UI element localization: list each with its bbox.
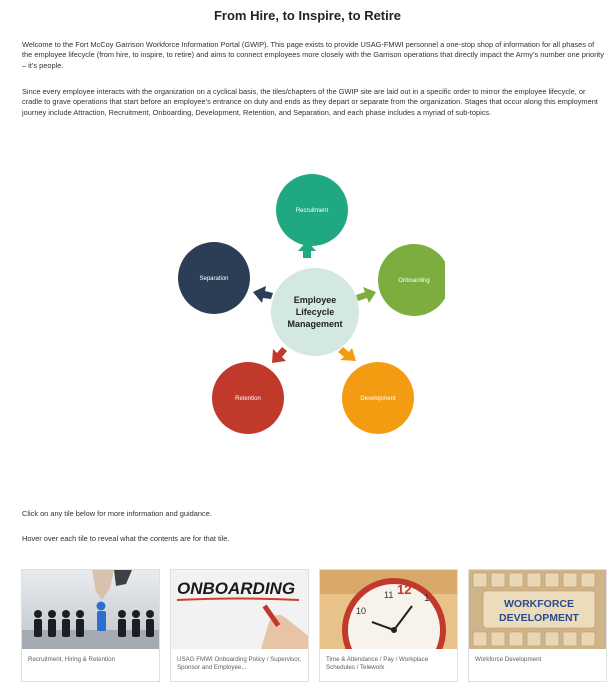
stage-development-label: Development [360, 396, 396, 402]
clock-number-10: 10 [356, 606, 367, 616]
arrow-down-left-icon [272, 347, 287, 363]
arrow-right-icon [356, 287, 376, 303]
stage-retention-label: Retention [235, 396, 261, 402]
stage-onboarding-label: Onboarding [398, 278, 430, 284]
clock-icon [320, 570, 457, 649]
center-circle [271, 268, 359, 356]
center-label-line-3: Management [287, 319, 343, 329]
intro-paragraph-2: Since every employee interacts with the organization on a cyclical basis, the tiles/chapters of the GWIP site are laid out in a specific order to mirror the employee lifecycle, or cradle to grave operations that start before an employee’s entrance on duty and ends as they depart or separate from the organization. Stages that occur along this employment journey include Attraction, Recruitment, Onboarding, Development, Retention, and Separation, and each phase includes a myriad of sub-topics. [22, 87, 598, 117]
stage-onboarding [378, 244, 445, 316]
stage-recruitment-label: Recruitment [295, 208, 329, 214]
tile-2-label: USAG FMWI Onboarding Policy / Supervisor, Sponsor and Employee... [177, 656, 302, 672]
arrow-left-icon [253, 286, 273, 303]
tile-onboarding[interactable] [170, 569, 309, 682]
clock-number-1: 1 [424, 593, 430, 604]
stage-retention [212, 362, 284, 434]
center-label-line-1: Employee [293, 295, 337, 305]
tile-grid [21, 569, 611, 683]
stage-development [342, 362, 414, 434]
tile-3-label: Time & Attendance / Pay / Workplace Schedules / Telework [326, 656, 429, 672]
onboarding-image-text: ONBOARDING [177, 579, 296, 598]
arrow-down-right-icon [338, 347, 356, 361]
center-label-line-2: Lifecycle [295, 307, 335, 317]
stage-separation [178, 242, 250, 314]
wooden-cubes-icon [469, 570, 606, 649]
page-title: From Hire, to Inspire, to Retire [213, 8, 402, 23]
tile-1-label: Recruitment, Hiring & Retention [28, 656, 116, 663]
onboarding-handwriting-icon [171, 570, 308, 649]
instruction-click: Click on any tile below for more information and guidance. [22, 509, 212, 518]
tile-1-image [22, 570, 159, 649]
stage-recruitment [276, 174, 348, 246]
clock-number-12: 12 [397, 582, 412, 597]
tile-recruitment-hiring-retention[interactable] [21, 569, 160, 682]
tile-4-image [469, 570, 606, 649]
instruction-hover: Hover over each tile to reveal what the contents are for that tile. [22, 534, 230, 543]
tile-time-attendance[interactable] [319, 569, 458, 682]
tile-2-image [171, 570, 308, 649]
stage-separation-label: Separation [199, 276, 229, 282]
tile-4-label: Workforce Development [475, 656, 542, 663]
lifecycle-diagram [170, 168, 445, 443]
development-text: DEVELOPMENT [499, 612, 579, 624]
tile-workforce-development[interactable] [468, 569, 607, 682]
business-people-figures-icon [22, 570, 159, 649]
intro-paragraph-1: Welcome to the Fort McCoy Garrison Workforce Information Portal (GWIP). This page exists to provide USAG-FMWI personnel a one-stop shop of information for all phases of the employee lifecycle (from hire, to inspire, to retire) and aims to connect employees more closely with the Garrison operations that directly impact the Army’s number one priority – it’s people. [22, 40, 604, 70]
tile-3-image [320, 570, 457, 649]
clock-number-11: 11 [384, 590, 394, 600]
workforce-text: WORKFORCE [504, 598, 574, 610]
